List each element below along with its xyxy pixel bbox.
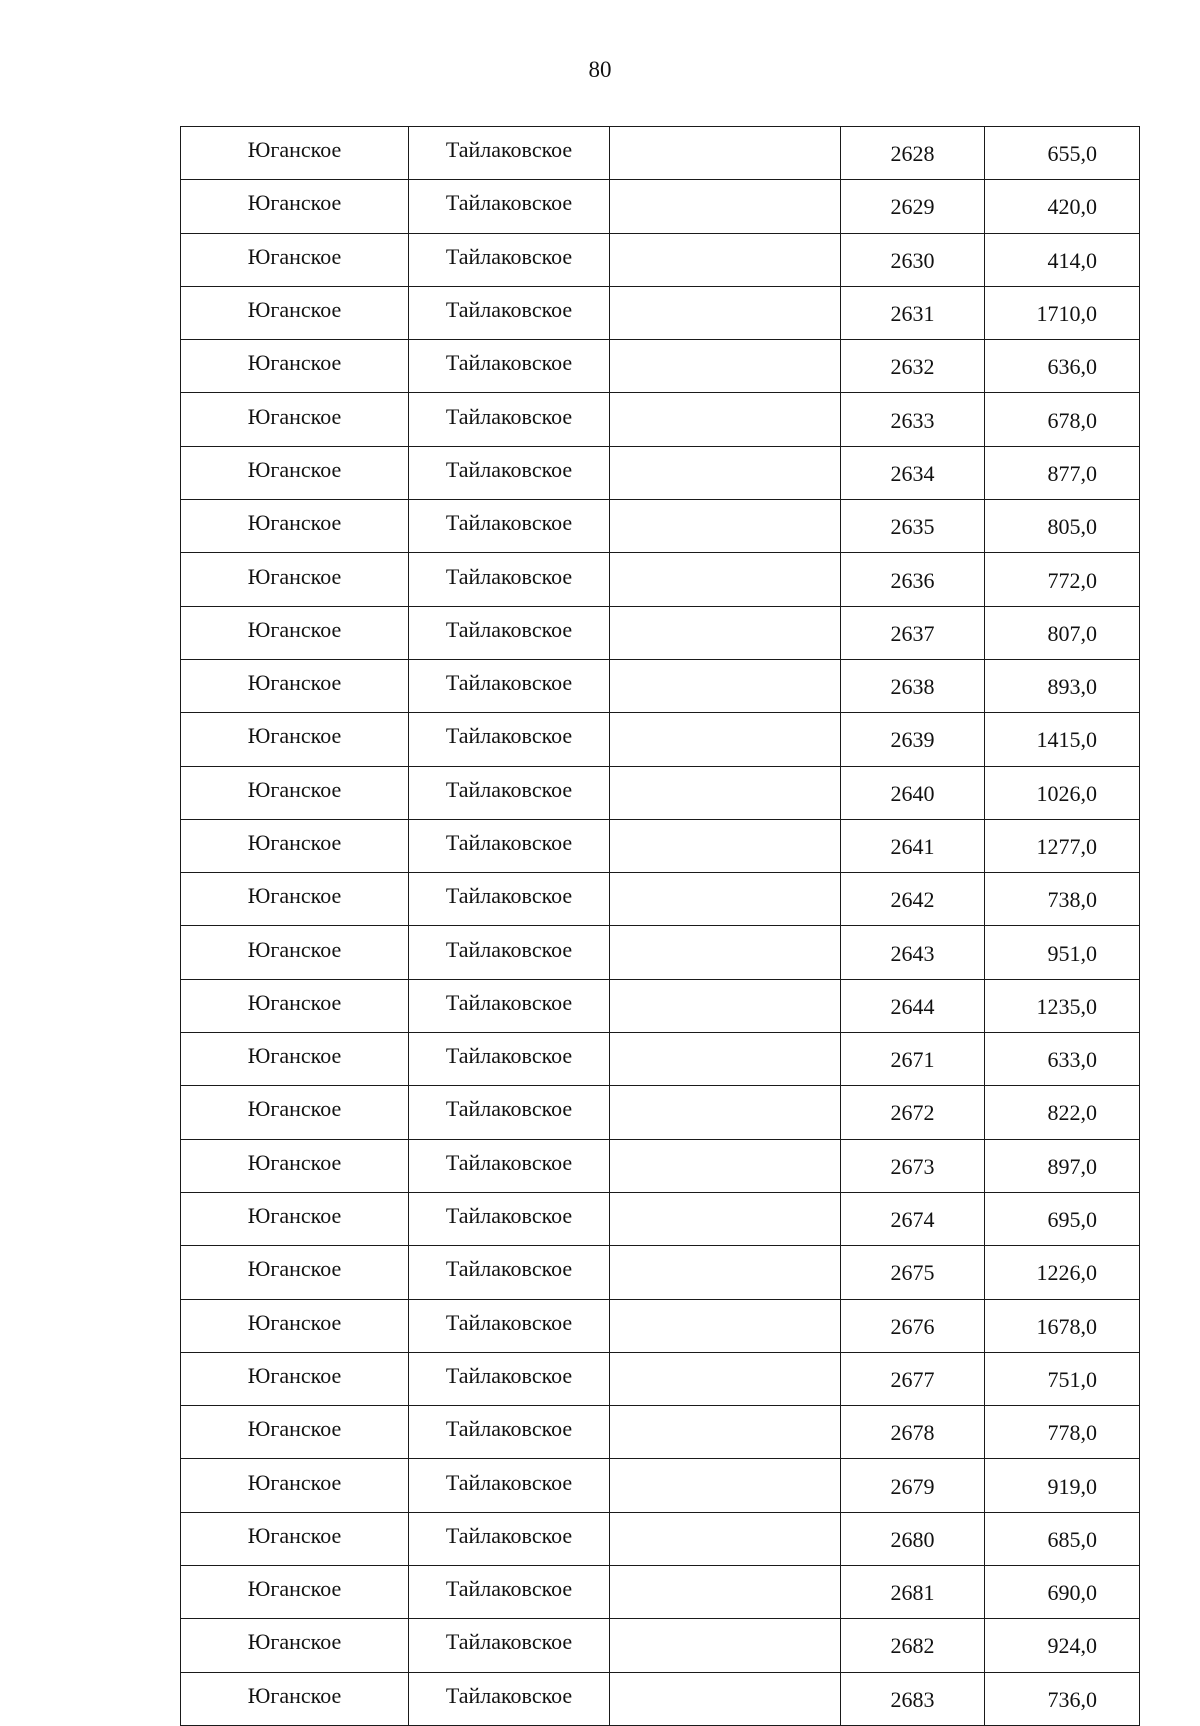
- value-cell: 919,0: [985, 1459, 1140, 1512]
- empty-cell: [610, 1512, 841, 1565]
- empty-cell: [610, 1406, 841, 1459]
- table-row: [181, 1086, 1140, 1139]
- field-name-cell: Юганское: [181, 127, 409, 180]
- table-row: [181, 873, 1140, 926]
- page-number: 80: [588, 57, 612, 82]
- empty-cell: [610, 926, 841, 979]
- field-name-cell: Юганское: [181, 1406, 409, 1459]
- value-cell: 736,0: [985, 1672, 1140, 1725]
- field-name-cell: Юганское: [181, 1512, 409, 1565]
- value-cell: 695,0: [985, 1192, 1140, 1245]
- value-cell: 1678,0: [985, 1299, 1140, 1352]
- deposit-name-cell: Тайлаковское: [409, 500, 610, 553]
- field-name-cell: Юганское: [181, 1352, 409, 1405]
- field-name-cell: Юганское: [181, 713, 409, 766]
- table-row: [181, 553, 1140, 606]
- value-cell: 690,0: [985, 1566, 1140, 1619]
- value-cell: 420,0: [985, 180, 1140, 233]
- number-cell: 2629: [841, 180, 985, 233]
- value-cell: 897,0: [985, 1139, 1140, 1192]
- number-cell: 2678: [841, 1406, 985, 1459]
- table-row: [181, 500, 1140, 553]
- table-row: [181, 659, 1140, 712]
- deposit-name-cell: Тайлаковское: [409, 233, 610, 286]
- empty-cell: [610, 659, 841, 712]
- field-name-cell: Юганское: [181, 1672, 409, 1725]
- empty-cell: [610, 1459, 841, 1512]
- deposit-name-cell: Тайлаковское: [409, 1033, 610, 1086]
- field-name-cell: Юганское: [181, 180, 409, 233]
- field-name-cell: Юганское: [181, 1192, 409, 1245]
- value-cell: 633,0: [985, 1033, 1140, 1086]
- value-cell: 877,0: [985, 446, 1140, 499]
- deposit-name-cell: Тайлаковское: [409, 659, 610, 712]
- empty-cell: [610, 1299, 841, 1352]
- empty-cell: [610, 1566, 841, 1619]
- field-name-cell: Юганское: [181, 979, 409, 1032]
- value-cell: 1026,0: [985, 766, 1140, 819]
- field-name-cell: Юганское: [181, 233, 409, 286]
- number-cell: 2633: [841, 393, 985, 446]
- empty-cell: [610, 233, 841, 286]
- empty-cell: [610, 340, 841, 393]
- table-row: [181, 1299, 1140, 1352]
- table-row: [181, 1033, 1140, 1086]
- field-name-cell: Юганское: [181, 1619, 409, 1672]
- number-cell: 2679: [841, 1459, 985, 1512]
- empty-cell: [610, 713, 841, 766]
- number-cell: 2677: [841, 1352, 985, 1405]
- number-cell: 2636: [841, 553, 985, 606]
- table-row: [181, 1352, 1140, 1405]
- table-row: [181, 766, 1140, 819]
- empty-cell: [610, 979, 841, 1032]
- deposit-name-cell: Тайлаковское: [409, 979, 610, 1032]
- deposit-name-cell: Тайлаковское: [409, 1352, 610, 1405]
- table-body: [181, 127, 1140, 1726]
- table-row: [181, 127, 1140, 180]
- field-name-cell: Юганское: [181, 606, 409, 659]
- value-cell: 778,0: [985, 1406, 1140, 1459]
- number-cell: 2680: [841, 1512, 985, 1565]
- number-cell: 2637: [841, 606, 985, 659]
- empty-cell: [610, 766, 841, 819]
- deposit-name-cell: Тайлаковское: [409, 1619, 610, 1672]
- table-row: [181, 1139, 1140, 1192]
- number-cell: 2674: [841, 1192, 985, 1245]
- field-name-cell: Юганское: [181, 1033, 409, 1086]
- value-cell: 738,0: [985, 873, 1140, 926]
- deposit-name-cell: Тайлаковское: [409, 1566, 610, 1619]
- deposit-name-cell: Тайлаковское: [409, 926, 610, 979]
- table-row: [181, 1619, 1140, 1672]
- value-cell: 1710,0: [985, 286, 1140, 339]
- deposit-name-cell: Тайлаковское: [409, 180, 610, 233]
- empty-cell: [610, 1672, 841, 1725]
- number-cell: 2643: [841, 926, 985, 979]
- empty-cell: [610, 127, 841, 180]
- value-cell: 1235,0: [985, 979, 1140, 1032]
- field-name-cell: Юганское: [181, 286, 409, 339]
- number-cell: 2642: [841, 873, 985, 926]
- value-cell: 805,0: [985, 500, 1140, 553]
- deposit-name-cell: Тайлаковское: [409, 873, 610, 926]
- value-cell: 414,0: [985, 233, 1140, 286]
- deposit-name-cell: Тайлаковское: [409, 1459, 610, 1512]
- number-cell: 2681: [841, 1566, 985, 1619]
- deposit-name-cell: Тайлаковское: [409, 446, 610, 499]
- field-name-cell: Юганское: [181, 340, 409, 393]
- deposit-name-cell: Тайлаковское: [409, 340, 610, 393]
- number-cell: 2676: [841, 1299, 985, 1352]
- number-cell: 2671: [841, 1033, 985, 1086]
- field-name-cell: Юганское: [181, 1299, 409, 1352]
- field-name-cell: Юганское: [181, 766, 409, 819]
- deposit-name-cell: Тайлаковское: [409, 1672, 610, 1725]
- deposit-name-cell: Тайлаковское: [409, 1246, 610, 1299]
- value-cell: 685,0: [985, 1512, 1140, 1565]
- value-cell: 893,0: [985, 659, 1140, 712]
- number-cell: 2675: [841, 1246, 985, 1299]
- field-name-cell: Юганское: [181, 553, 409, 606]
- number-cell: 2630: [841, 233, 985, 286]
- field-name-cell: Юганское: [181, 926, 409, 979]
- field-name-cell: Юганское: [181, 1459, 409, 1512]
- deposit-name-cell: Тайлаковское: [409, 1139, 610, 1192]
- table-row: [181, 1192, 1140, 1245]
- empty-cell: [610, 606, 841, 659]
- number-cell: 2641: [841, 819, 985, 872]
- table-row: [181, 446, 1140, 499]
- number-cell: 2639: [841, 713, 985, 766]
- value-cell: 807,0: [985, 606, 1140, 659]
- value-cell: 1277,0: [985, 819, 1140, 872]
- number-cell: 2631: [841, 286, 985, 339]
- deposit-name-cell: Тайлаковское: [409, 286, 610, 339]
- value-cell: 751,0: [985, 1352, 1140, 1405]
- table-row: [181, 1246, 1140, 1299]
- value-cell: 636,0: [985, 340, 1140, 393]
- table-row: [181, 340, 1140, 393]
- field-name-cell: Юганское: [181, 659, 409, 712]
- value-cell: 655,0: [985, 127, 1140, 180]
- deposit-name-cell: Тайлаковское: [409, 1406, 610, 1459]
- empty-cell: [610, 500, 841, 553]
- empty-cell: [610, 819, 841, 872]
- table-row: [181, 180, 1140, 233]
- table-row: [181, 393, 1140, 446]
- number-cell: 2640: [841, 766, 985, 819]
- table-row: [181, 1566, 1140, 1619]
- table-row: [181, 713, 1140, 766]
- deposit-name-cell: Тайлаковское: [409, 766, 610, 819]
- number-cell: 2634: [841, 446, 985, 499]
- table-row: [181, 979, 1140, 1032]
- field-name-cell: Юганское: [181, 819, 409, 872]
- field-name-cell: Юганское: [181, 393, 409, 446]
- empty-cell: [610, 1033, 841, 1086]
- empty-cell: [610, 446, 841, 499]
- field-name-cell: Юганское: [181, 446, 409, 499]
- table-row: [181, 286, 1140, 339]
- value-cell: 822,0: [985, 1086, 1140, 1139]
- number-cell: 2635: [841, 500, 985, 553]
- field-name-cell: Юганское: [181, 500, 409, 553]
- empty-cell: [610, 1352, 841, 1405]
- number-cell: 2644: [841, 979, 985, 1032]
- deposit-name-cell: Тайлаковское: [409, 1192, 610, 1245]
- empty-cell: [610, 1139, 841, 1192]
- field-name-cell: Юганское: [181, 1139, 409, 1192]
- value-cell: 678,0: [985, 393, 1140, 446]
- empty-cell: [610, 393, 841, 446]
- empty-cell: [610, 1246, 841, 1299]
- deposit-name-cell: Тайлаковское: [409, 819, 610, 872]
- value-cell: 1415,0: [985, 713, 1140, 766]
- value-cell: 951,0: [985, 926, 1140, 979]
- empty-cell: [610, 1192, 841, 1245]
- data-table: [180, 126, 1140, 1726]
- deposit-name-cell: Тайлаковское: [409, 713, 610, 766]
- table-row: [181, 606, 1140, 659]
- field-name-cell: Юганское: [181, 1246, 409, 1299]
- deposit-name-cell: Тайлаковское: [409, 1299, 610, 1352]
- empty-cell: [610, 1619, 841, 1672]
- value-cell: 1226,0: [985, 1246, 1140, 1299]
- value-cell: 924,0: [985, 1619, 1140, 1672]
- table-row: [181, 1672, 1140, 1725]
- deposit-name-cell: Тайлаковское: [409, 1086, 610, 1139]
- deposit-name-cell: Тайлаковское: [409, 1512, 610, 1565]
- field-name-cell: Юганское: [181, 1566, 409, 1619]
- deposit-name-cell: Тайлаковское: [409, 127, 610, 180]
- deposit-name-cell: Тайлаковское: [409, 606, 610, 659]
- number-cell: 2683: [841, 1672, 985, 1725]
- table-row: [181, 926, 1140, 979]
- data-table-container: [180, 126, 1139, 1726]
- number-cell: 2632: [841, 340, 985, 393]
- empty-cell: [610, 1086, 841, 1139]
- field-name-cell: Юганское: [181, 873, 409, 926]
- deposit-name-cell: Тайлаковское: [409, 393, 610, 446]
- table-row: [181, 233, 1140, 286]
- empty-cell: [610, 553, 841, 606]
- number-cell: 2673: [841, 1139, 985, 1192]
- table-row: [181, 819, 1140, 872]
- field-name-cell: Юганское: [181, 1086, 409, 1139]
- empty-cell: [610, 180, 841, 233]
- number-cell: 2682: [841, 1619, 985, 1672]
- value-cell: 772,0: [985, 553, 1140, 606]
- number-cell: 2672: [841, 1086, 985, 1139]
- deposit-name-cell: Тайлаковское: [409, 553, 610, 606]
- number-cell: 2628: [841, 127, 985, 180]
- table-row: [181, 1459, 1140, 1512]
- empty-cell: [610, 286, 841, 339]
- number-cell: 2638: [841, 659, 985, 712]
- empty-cell: [610, 873, 841, 926]
- table-row: [181, 1512, 1140, 1565]
- table-row: [181, 1406, 1140, 1459]
